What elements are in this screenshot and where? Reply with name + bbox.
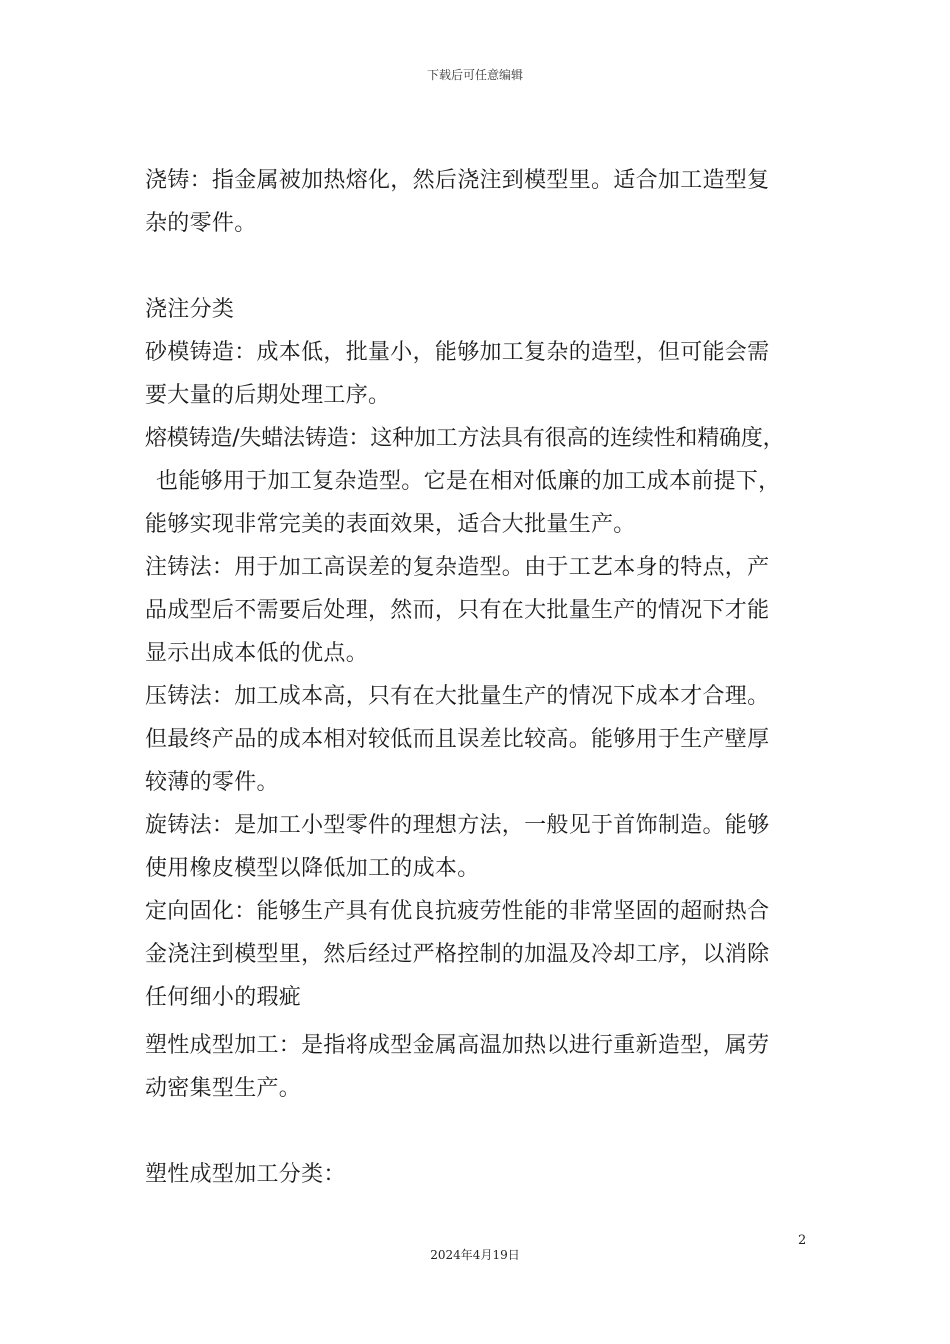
text-line: 但最终产品的成本相对较低而且误差比较高。能够用于生产壁厚 xyxy=(145,727,770,752)
footer-date: 2024年4月19日 xyxy=(430,1248,520,1262)
text-line: 浇铸：指金属被加热熔化，然后浇注到模型里。适合加工造型复 xyxy=(145,168,770,193)
text-line: 能够实现非常完美的表面效果，适合大批量生产。 xyxy=(145,512,636,537)
text-line: 使用橡皮模型以降低加工的成本。 xyxy=(145,856,480,881)
paragraph-sand-casting xyxy=(145,331,825,417)
text-line: 压铸法：加工成本高，只有在大批量生产的情况下成本才合理。 xyxy=(145,684,770,709)
text-line: 注铸法：用于加工高误差的复杂造型。由于工艺本身的特点，产 xyxy=(145,555,770,580)
text-line: 熔模铸造/失蜡法铸造：这种加工方法具有很高的连续性和精确度， xyxy=(145,426,785,451)
text-line: 旋铸法：是加工小型零件的理想方法，一般见于首饰制造。能够 xyxy=(145,813,770,838)
text-line: 浇注分类 xyxy=(145,297,235,322)
text-line: 杂的零件。 xyxy=(145,211,257,236)
page-number: 2 xyxy=(798,1233,807,1248)
paragraph-plastic-forming xyxy=(145,1024,825,1110)
paragraph-investment-casting xyxy=(145,417,825,546)
paragraph-casting-definition xyxy=(145,159,825,245)
text-line: 塑性成型加工：是指将成型金属高温加热以进行重新造型，属劳 xyxy=(145,1033,770,1058)
document-body xyxy=(145,159,825,1196)
text-line: 金浇注到模型里，然后经过严格控制的加温及冷却工序，以消除 xyxy=(145,942,770,967)
heading-plastic-forming-categories xyxy=(145,1153,825,1196)
text-line: 动密集型生产。 xyxy=(145,1076,302,1101)
text-line: 显示出成本低的优点。 xyxy=(145,641,369,666)
text-line: 塑性成型加工分类： xyxy=(145,1162,346,1187)
paragraph-die-casting xyxy=(145,675,825,804)
paragraph-spin-casting xyxy=(145,804,825,890)
paragraph-directional-solidification xyxy=(145,890,825,1019)
text-line: 要大量的后期处理工序。 xyxy=(145,383,391,408)
page-header: 下载后可任意编辑 xyxy=(426,68,523,82)
text-line: 品成型后不需要后处理，然而，只有在大批量生产的情况下才能 xyxy=(145,598,770,623)
text-line: 任何细小的瑕疵 xyxy=(145,985,302,1010)
text-line: 砂模铸造：成本低，批量小，能够加工复杂的造型，但可能会需 xyxy=(145,340,770,365)
heading-casting-categories xyxy=(145,288,825,331)
text-line: 定向固化：能够生产具有优良抗疲劳性能的非常坚固的超耐热合 xyxy=(145,899,770,924)
paragraph-injection-casting xyxy=(145,546,825,675)
text-line: 较薄的零件。 xyxy=(145,770,279,795)
text-line: 也能够用于加工复杂造型。它是在相对低廉的加工成本前提下， xyxy=(156,469,781,494)
